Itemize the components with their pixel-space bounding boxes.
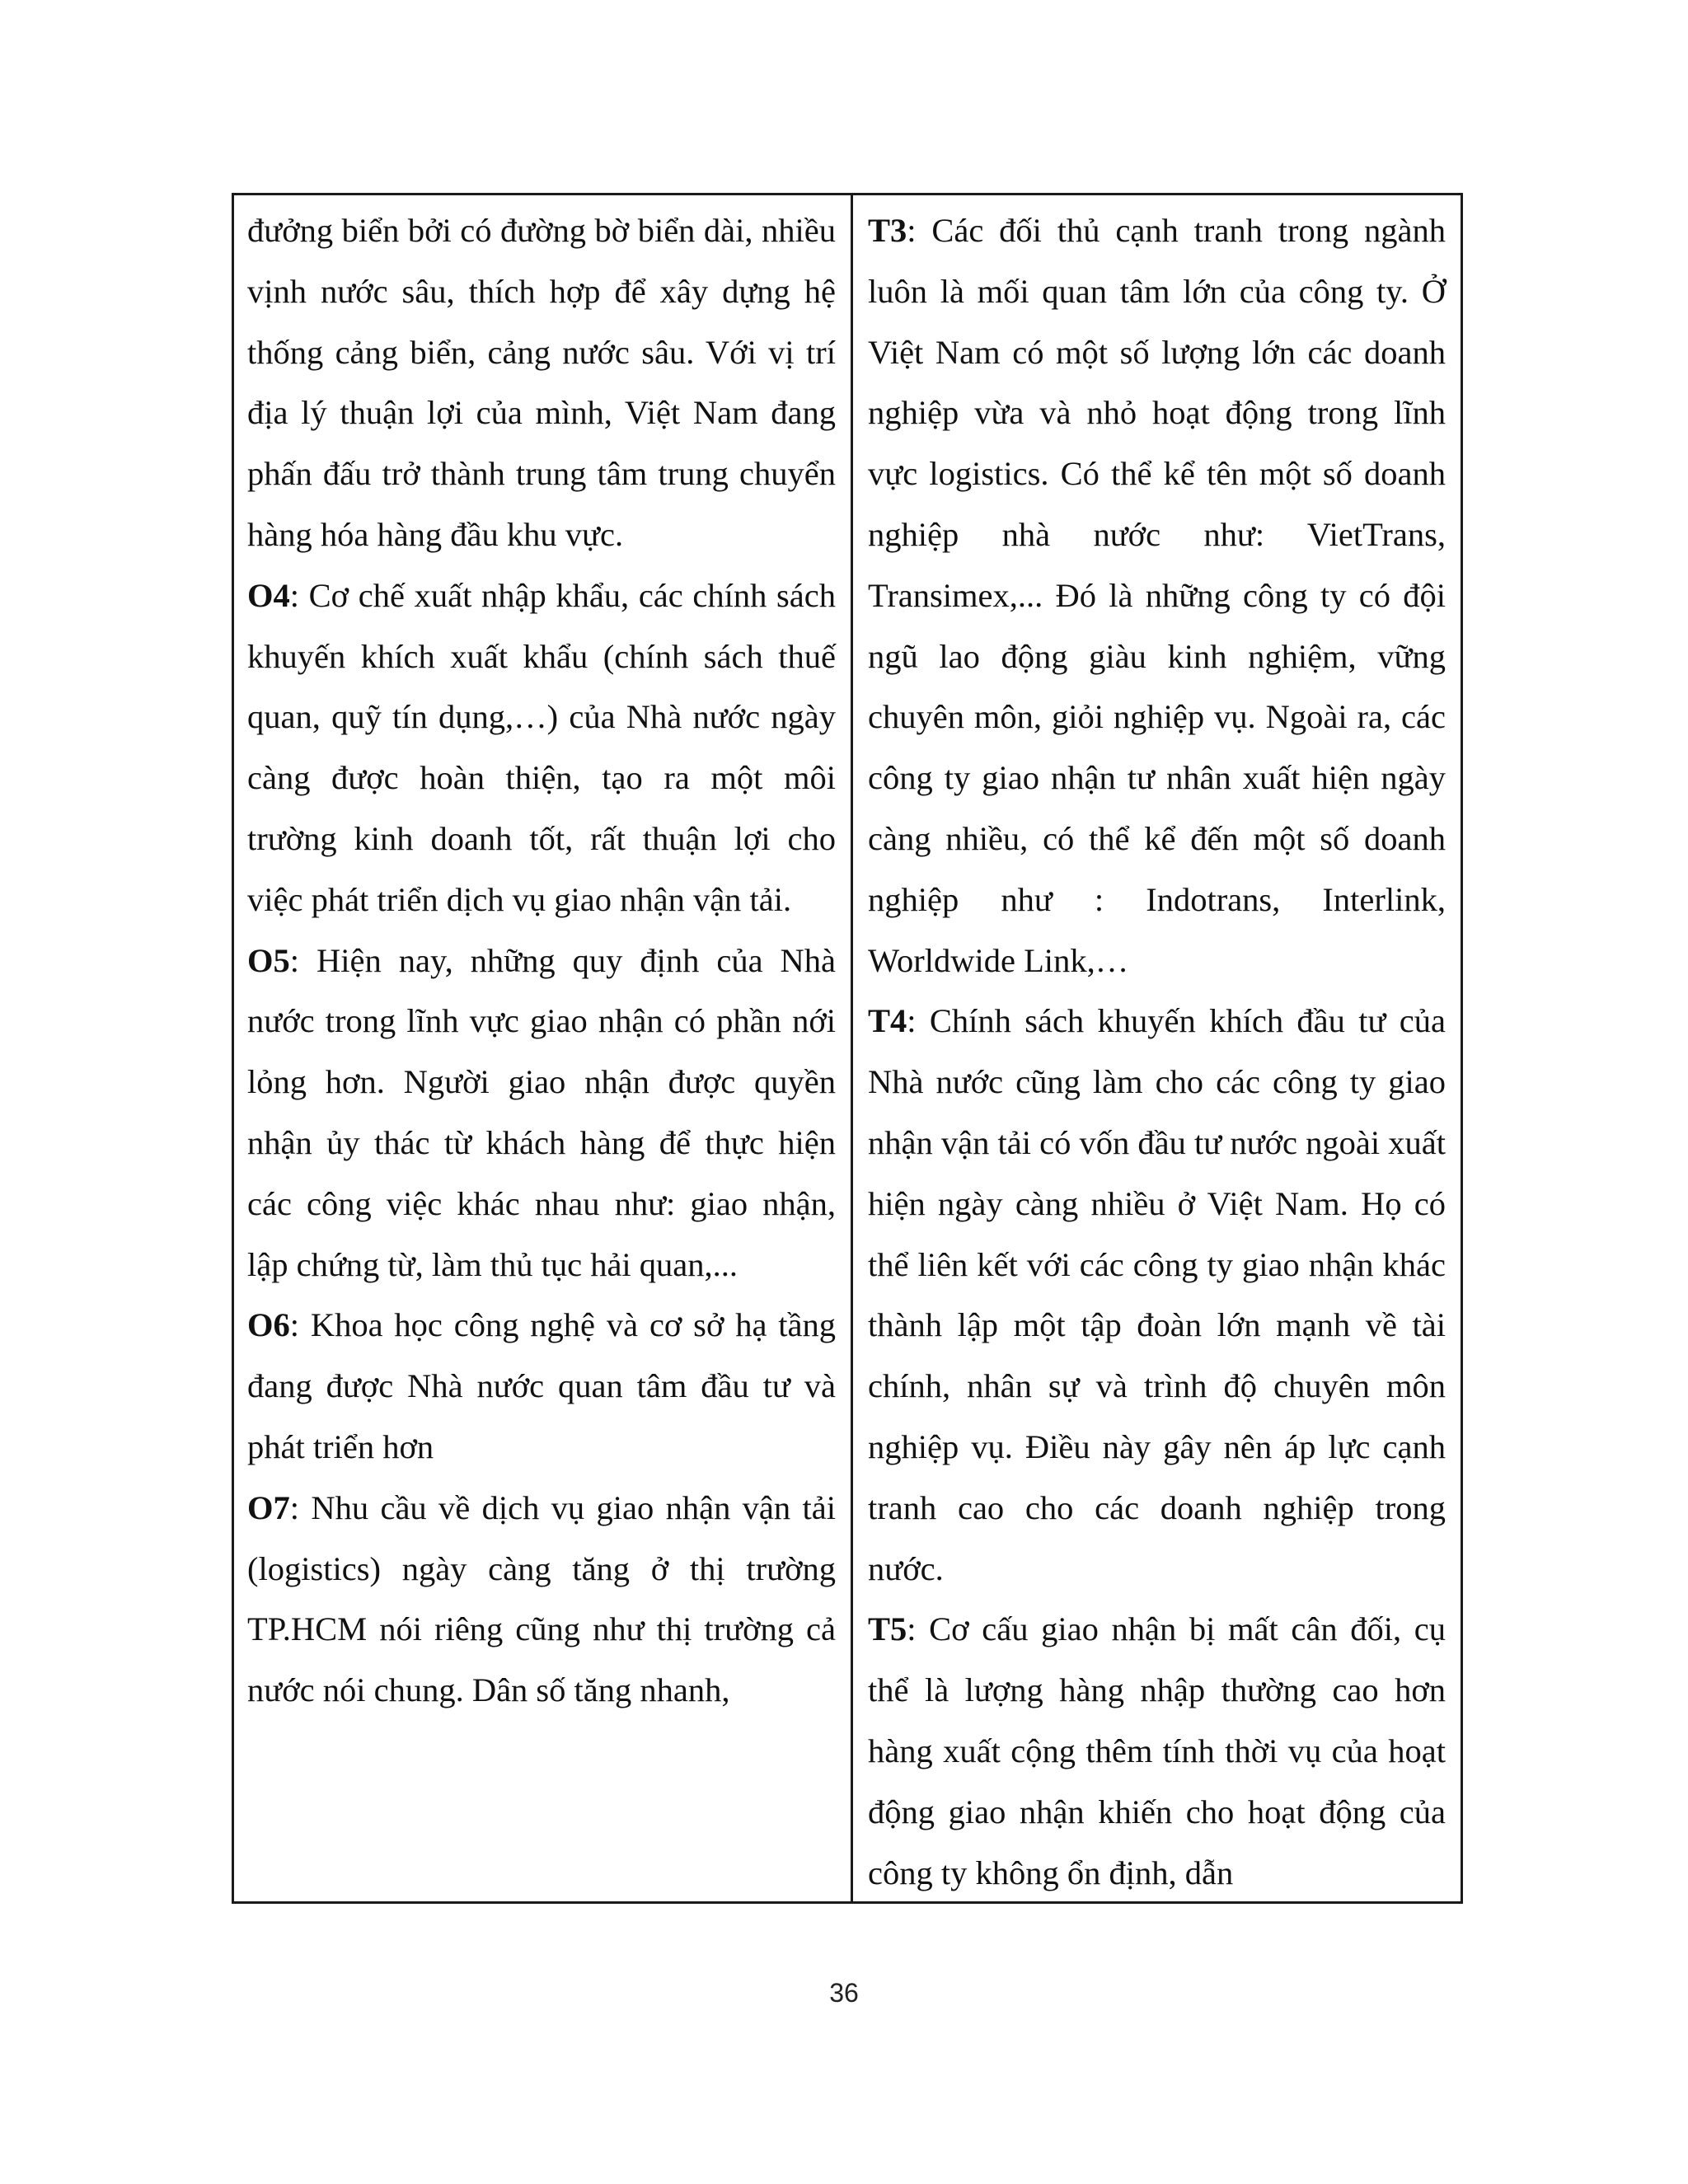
page-number: 36 (829, 1978, 859, 2008)
threat-t5 (868, 1599, 1446, 1901)
paragraph-label: O7 (247, 1488, 290, 1526)
paragraph-text: : Cơ cấu giao nhận bị mất cân đối, cụ thể là lượng hàng nhập thường cao hơn hàng xuất cộng thêm tính thời vụ của hoạt động giao nhận khiến cho hoạt động của công ty không ổn định, dẫn (868, 1610, 1446, 1891)
opportunities-column (234, 195, 853, 1901)
paragraph-label: T4 (868, 1002, 907, 1040)
paragraph-label: O5 (247, 941, 290, 979)
swot-table (232, 193, 1463, 1904)
paragraph-text: : Cơ chế xuất nhập khẩu, các chính sách khuyến khích xuất khẩu (chính sách thuế quan, quỹ tín dụng,…) của Nhà nước ngày càng được hoàn thiện, tạo ra một môi trường kinh doanh tốt, rất thuận lợi cho việc phát triển dịch vụ giao nhận vận tải. (247, 576, 836, 918)
opportunity-o5 (247, 930, 836, 1296)
paragraph-label: O4 (247, 576, 290, 614)
paragraph-text: : Khoa học công nghệ và cơ sở hạ tầng đang được Nhà nước quan tâm đầu tư và phát triển hơn (247, 1306, 836, 1465)
paragraph-text: : Chính sách khuyến khích đầu tư của Nhà nước cũng làm cho các công ty giao nhận vận tải có vốn đầu tư nước ngoài xuất hiện ngày càng nhiều ở Việt Nam. Họ có thể liên kết với các công ty giao nhận khác thành lập một tập đoàn lớn mạnh về tài chính, nhân sự và trình độ chuyên môn nghiệp vụ. Điều này gây nên áp lực cạnh tranh cao cho các doanh nghiệp trong nước. (868, 1002, 1446, 1587)
paragraph-text: đưởng biển bởi có đường bờ biển dài, nhiều vịnh nước sâu, thích hợp để xây dựng hệ thống cảng biển, cảng nước sâu. Với vị trí địa lý thuận lợi của mình, Việt Nam đang phấn đấu trở thành trung tâm trung chuyển hàng hóa hàng đầu khu vực. (247, 212, 836, 553)
opportunity-o7 (247, 1478, 836, 1721)
paragraph-label: T3 (868, 212, 907, 249)
opportunity-o3-continuation (247, 200, 836, 565)
threats-column (853, 195, 1461, 1901)
threat-t4 (868, 991, 1446, 1599)
opportunity-o4 (247, 565, 836, 930)
paragraph-text: : Nhu cầu về dịch vụ giao nhận vận tải (logistics) ngày càng tăng ở thị trường TP.HCM nói riêng cũng như thị trường cả nước nói chung. Dân số tăng nhanh, (247, 1488, 836, 1709)
opportunity-o6 (247, 1295, 836, 1477)
paragraph-label: T5 (868, 1610, 907, 1648)
paragraph-text: : Hiện nay, những quy định của Nhà nước trong lĩnh vực giao nhận có phần nới lỏng hơn. Người giao nhận được quyền nhận ủy thác từ khách hàng để thực hiện các công việc khác nhau như: giao nhận, lập chứng từ, làm thủ tục hải quan,... (247, 941, 836, 1283)
paragraph-label: O6 (247, 1306, 290, 1344)
threat-t3 (868, 200, 1446, 991)
paragraph-text: : Các đối thủ cạnh tranh trong ngành luôn là mối quan tâm lớn của công ty. Ở Việt Nam có một số lượng lớn các doanh nghiệp vừa và nhỏ hoạt động trong lĩnh vực logistics. Có thể kể tên một số doanh nghiệp nhà nước như: VietTrans, Transimex,... Đó là những công ty có đội ngũ lao động giàu kinh nghiệm, vững chuyên môn, giỏi nghiệp vụ. Ngoài ra, các công ty giao nhận tư nhân xuất hiện ngày càng nhiều, có thể kể đến một số doanh nghiệp như : Indotrans, Interlink, Worldwide Link,… (868, 212, 1446, 979)
